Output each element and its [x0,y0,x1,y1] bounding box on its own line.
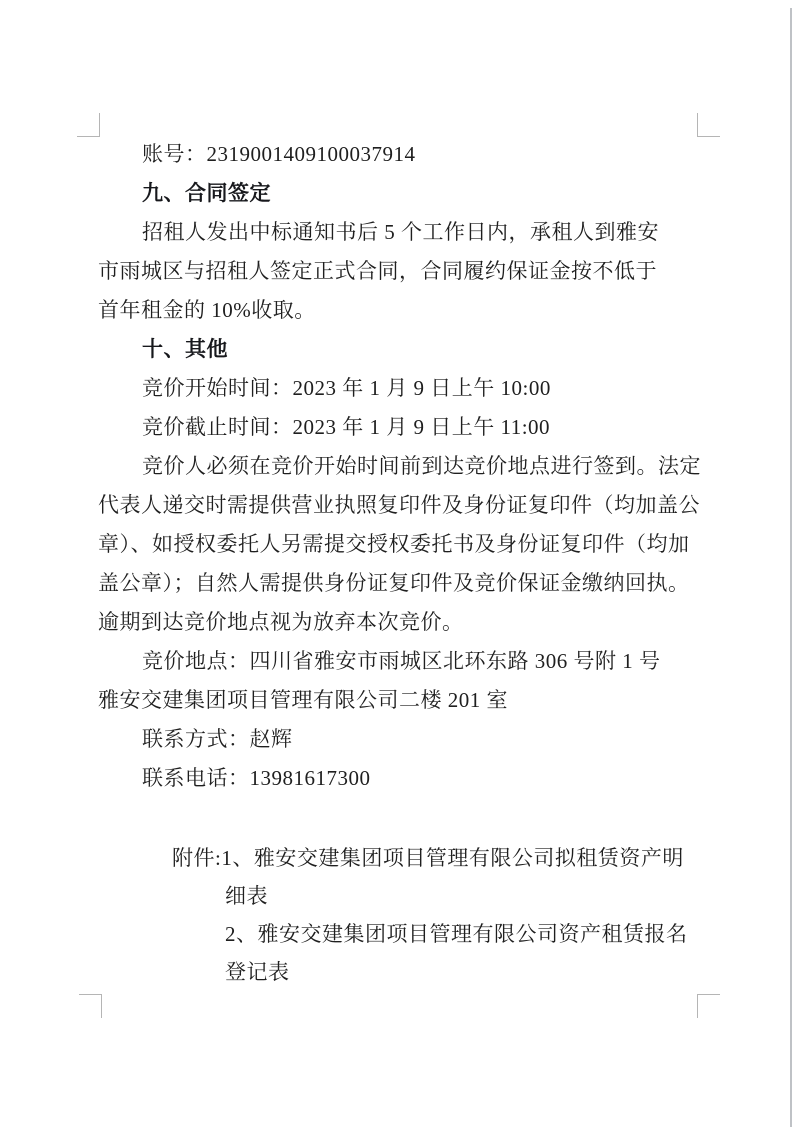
line-bid-deadline-time: 竞价截止时间：2023 年 1 月 9 日上午 11:00 [142,415,551,439]
para-bid-requirements-line2: 代表人递交时需提供营业执照复印件及身份证复印件（均加盖公 [98,493,700,517]
attachment-2-line2: 登记表 [225,960,290,984]
heading-section-9-contract-signing: 九、合同签定 [142,181,271,205]
heading-section-10-others: 十、其他 [142,337,228,361]
line-bid-start-time: 竞价开始时间：2023 年 1 月 9 日上午 10:00 [142,376,551,400]
para-bid-requirements-line1: 竞价人必须在竞价开始时间前到达竞价地点进行签到。法定 [142,454,701,478]
para-bid-requirements-line3: 章）、如授权委托人另需提交授权委托书及身份证复印件（均加 [98,532,690,556]
line-account-number: 账号：2319001409100037914 [142,142,416,166]
para-bid-requirements-line4: 盖公章）；自然人需提供身份证复印件及竞价保证金缴纳回执。 [98,571,690,595]
page-right-edge-line [790,8,792,1127]
line-contact-name: 联系方式：赵辉 [142,727,293,751]
para-contract-signing-line2: 市雨城区与招租人签定正式合同，合同履约保证金按不低于 [98,259,657,283]
line-bid-location: 竞价地点：四川省雅安市雨城区北环东路 306 号附 1 号 [142,649,661,673]
crop-mark-bottom-left [79,994,102,1018]
crop-mark-bottom-right [697,994,720,1018]
document-body [98,135,701,991]
attachment-1-line2: 细表 [225,884,268,908]
attachment-1-line1: 附件:1、雅安交建集团项目管理有限公司拟租赁资产明 [172,846,684,870]
line-bid-location-cont: 雅安交建集团项目管理有限公司二楼 201 室 [98,688,508,712]
crop-mark-top-right [697,113,720,137]
para-contract-signing-line3: 首年租金的 10%收取。 [98,298,316,322]
line-contact-phone: 联系电话：13981617300 [142,766,371,790]
crop-mark-top-left [77,113,100,137]
para-bid-requirements-line5: 逾期到达竞价地点视为放弃本次竞价。 [98,610,464,634]
attachment-2-line1: 2、雅安交建集团项目管理有限公司资产租赁报名 [225,922,688,946]
attachments-block [98,839,698,991]
para-contract-signing-line1: 招租人发出中标通知书后 5 个工作日内，承租人到雅安 [142,220,659,244]
